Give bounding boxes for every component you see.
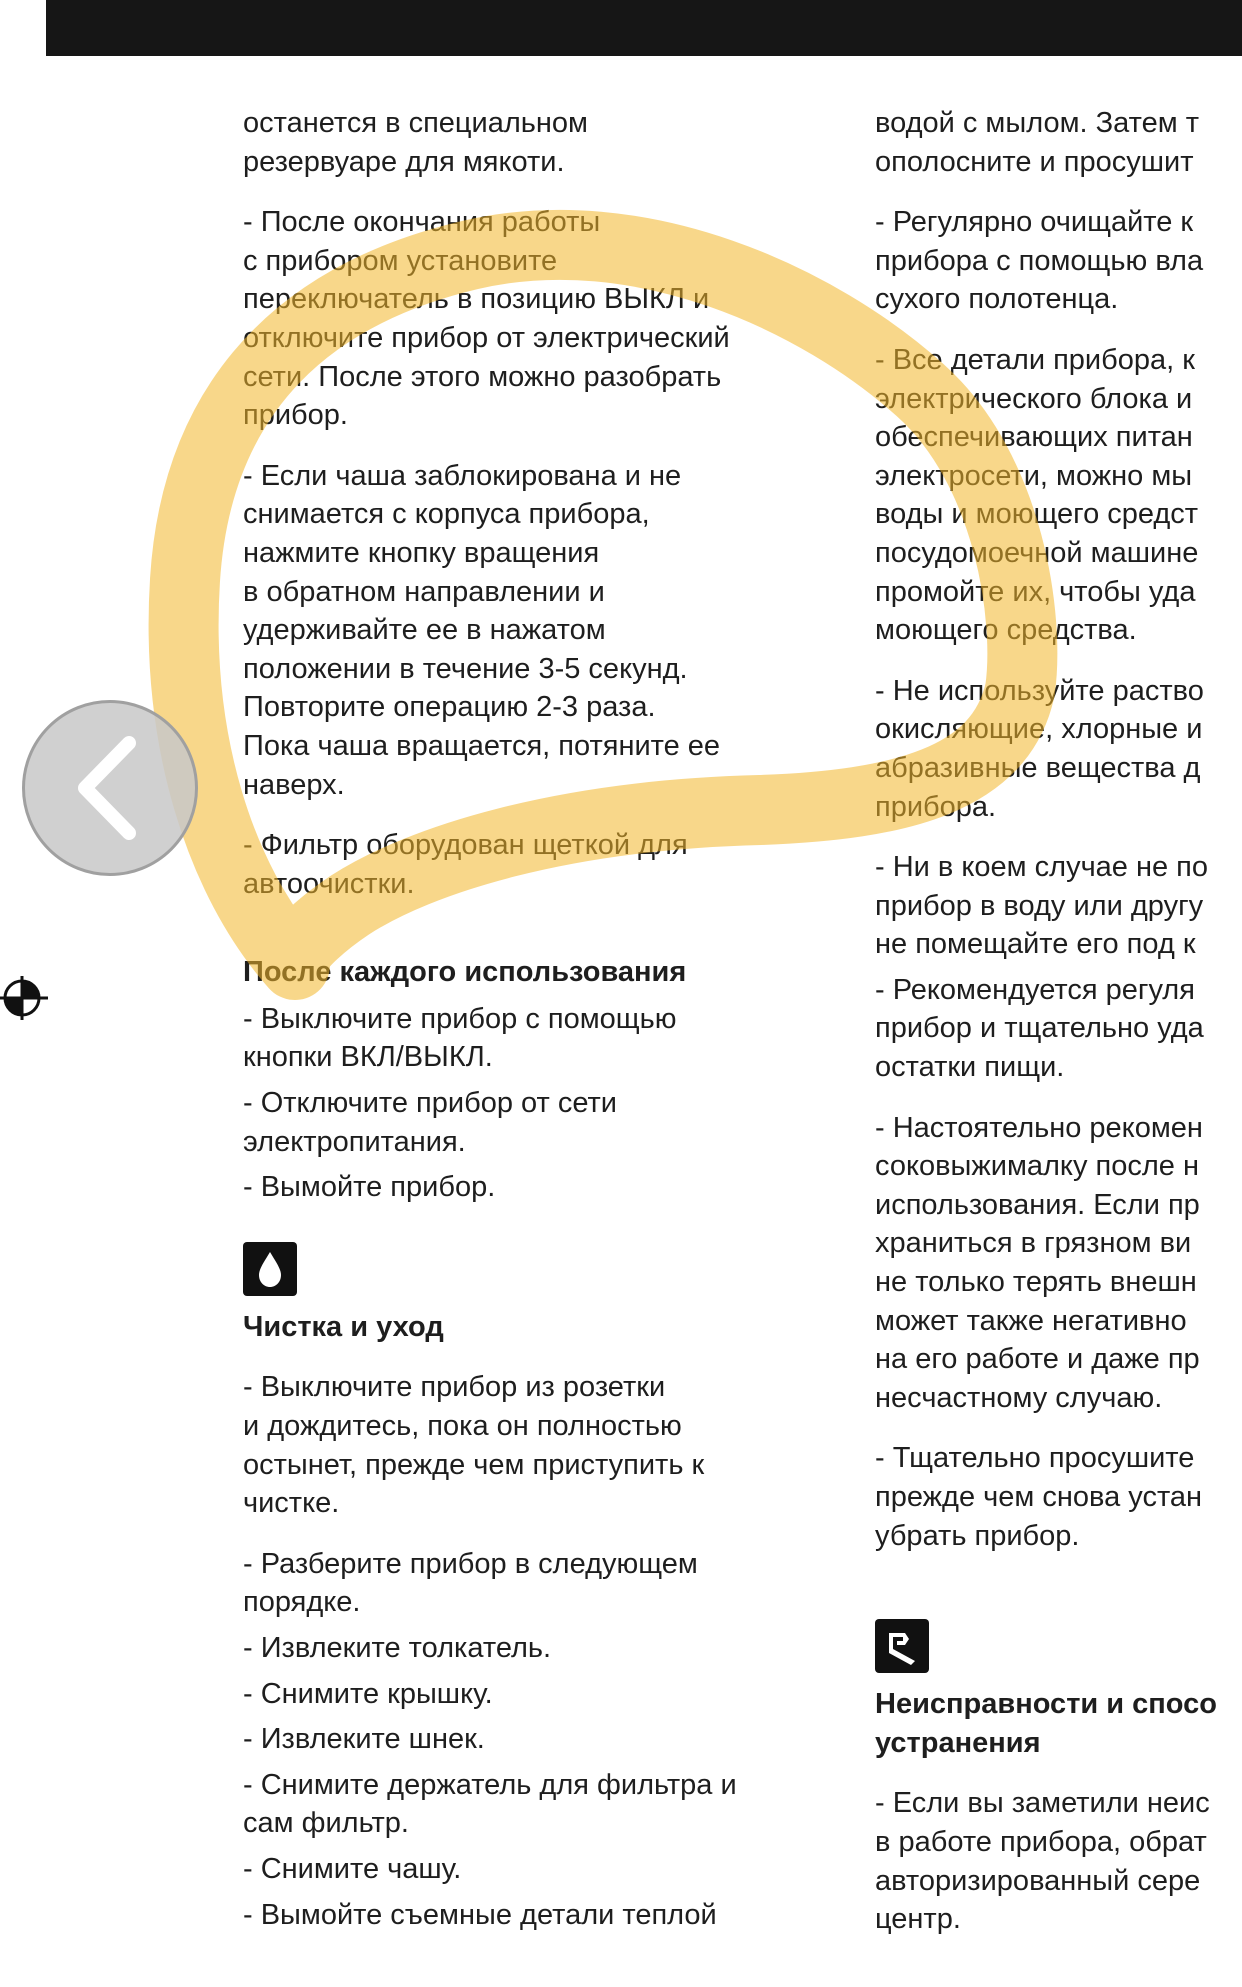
paragraph-pulp-reservoir: останется в специальном резервуаре для мякоти.: [243, 107, 588, 178]
paragraph-no-water: - Ни в коем случае не по прибор в воду или другу не помещайте его под к: [875, 851, 1209, 961]
list-item: - Извлеките шнек.: [243, 1723, 485, 1756]
list-item: - Извлеките толкатель.: [243, 1632, 552, 1664]
spacer: [243, 1214, 833, 1242]
list-item: - Снимите держатель для фильтра и сам фильтр.: [243, 1768, 737, 1840]
top-bar: [46, 0, 1242, 56]
right-column: [875, 104, 1242, 1961]
list-item: - Вымойте съемные детали теплой: [243, 1898, 717, 1931]
list-item: - Отключите прибор от сети электропитания.: [243, 1087, 617, 1158]
paragraph-after-work: - После окончания работы с прибором установите переключатель в позицию ВЫКЛ и отключите прибор от электрический сети. После этого можно разобрать прибор.: [243, 206, 730, 432]
heading-troubleshooting: Неисправности и спосо устранения: [875, 1688, 1217, 1759]
list-item: - Снимите крышку.: [243, 1677, 493, 1710]
paragraph-service-center: - Если вы заметили неис в работе прибора, обрат авторизированный сере центр.: [875, 1787, 1210, 1936]
paragraph-dishwasher: - Все детали прибора, к электрического блока и обеспечивающих питан электросети, можно мы воды и моющего средст посудомоечной машине промойте их, чтобы уда моющего средства.: [875, 343, 1199, 647]
spacer: [243, 925, 833, 953]
paragraph-no-solvents: - Не используйте раство окисляющие, хлорные и абразивные вещества д прибора.: [875, 674, 1204, 823]
paragraph-wipe-body: - Регулярно очищайте к прибора с помощью вла сухого полотенца.: [875, 206, 1204, 316]
paragraph-filter-brush: - Фильтр оборудован щеткой для автоочистки.: [243, 829, 688, 900]
heading-after-each-use: После каждого использования: [243, 956, 687, 989]
paragraph-bowl-blocked: - Если чаша заблокирована и не снимается с корпуса прибора, нажмите кнопку вращения в обратном направлении и удерживайте ее в нажатом положении в течение 3-5 секунд. Повторите операцию 2-3 раза. Пока чаша вращается, потяните ее наверх.: [243, 459, 721, 801]
list-item: - Снимите чашу.: [243, 1852, 462, 1885]
paragraph-unplug: - Выключите прибор из розетки и дождитесь, пока он полностью остынет, прежде чем приступить к чистке.: [243, 1371, 705, 1520]
left-column: [243, 104, 833, 1941]
paragraph-clean-after-use: - Настоятельно рекомен соковыжималку после н использования. Если пр храниться в грязном ви не только терять внешн может также негативно на его работе и даже пр несчастному случаю.: [875, 1111, 1203, 1414]
wrench-icon: [875, 1619, 929, 1673]
back-button[interactable]: [22, 700, 198, 876]
paragraph-clean-regularly: - Рекомендуется регуля прибор и тщательно уда остатки пищи.: [875, 973, 1204, 1084]
chevron-left-icon: [25, 703, 201, 879]
paragraph-dry-before: - Тщательно просушите прежде чем снова устан убрать прибор.: [875, 1442, 1203, 1552]
crosshair-icon: [0, 972, 52, 1024]
water-drop-icon: [243, 1242, 297, 1296]
spacer: [875, 1577, 1242, 1619]
list-item: - Вымойте прибор.: [243, 1171, 496, 1204]
paragraph-disassemble: - Разберите прибор в следующем порядке.: [243, 1547, 698, 1619]
list-item: - Выключите прибор с помощью кнопки ВКЛ/ВЫКЛ.: [243, 1002, 677, 1074]
heading-cleaning-care: Чистка и уход: [243, 1310, 444, 1343]
paragraph-soap-water: водой с мылом. Затем т ополосните и просушит: [875, 107, 1200, 178]
